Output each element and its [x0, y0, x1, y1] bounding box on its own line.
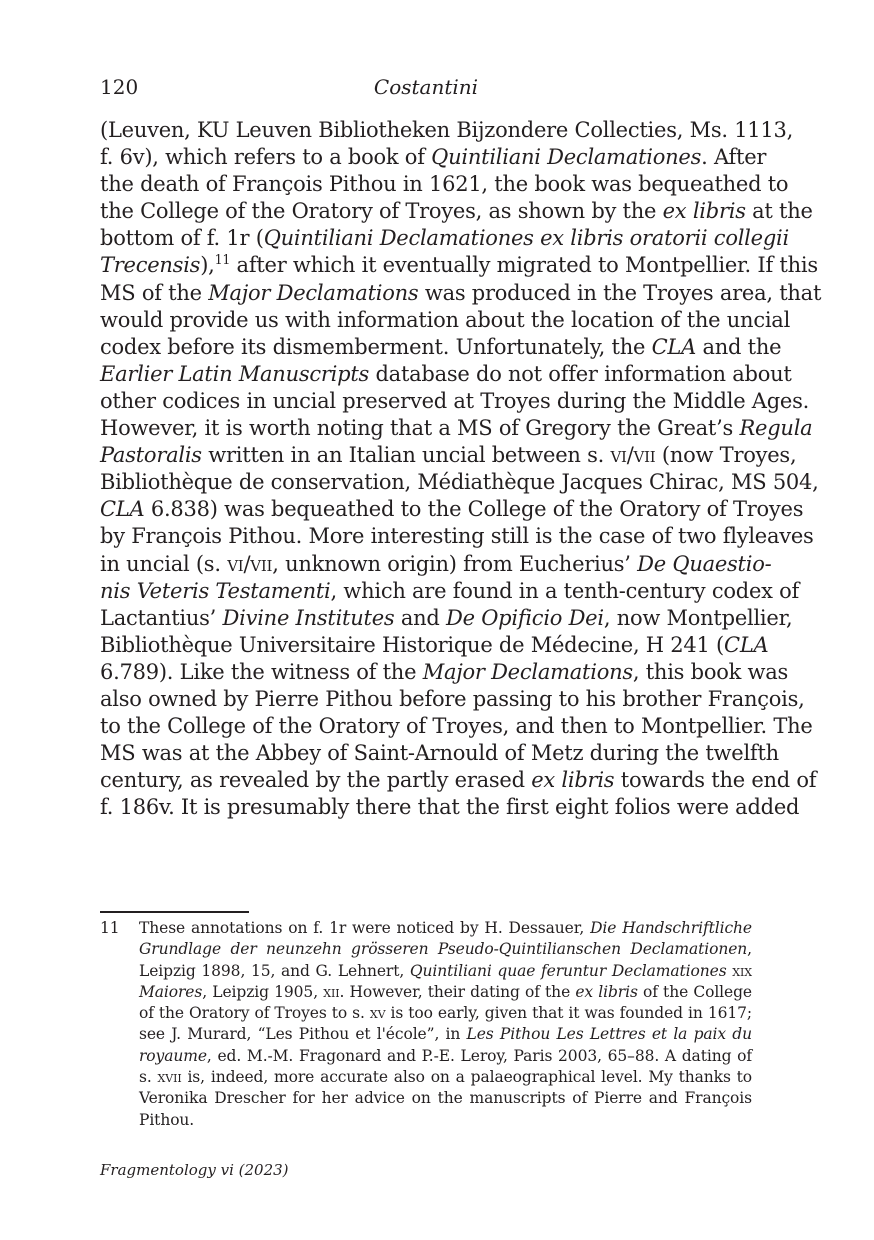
body-text-line: would provide us with information about the location of the uncial — [100, 307, 791, 332]
body-text-line: in uncial (s. vi/vii, unknown origin) from Eucherius’ De Quaestio- — [100, 551, 772, 576]
body-text-line: Bibliothèque de conservation, Médiathèque Jacques Chirac, MS 504, — [100, 470, 819, 495]
italic-text: Quintiliani quae feruntur Declamationes — [409, 961, 733, 980]
small-caps-text: xvii — [157, 1068, 182, 1087]
italic-text: Maiores — [139, 982, 203, 1001]
italic-text: Major Declamations — [422, 659, 633, 684]
body-text-line: CLA 6.838) was bequeathed to the College of the Oratory of Troyes — [100, 497, 804, 522]
body-text-line: bottom of f. 1r (Quintiliani Declamationes ex libris oratorii collegii — [100, 226, 789, 251]
footnote-text-line: royaume, ed. M.-M. Fragonard and P.-E. Leroy, Paris 2003, 65–88. A dating of — [139, 1046, 752, 1065]
italic-text: De Quaestio- — [637, 551, 772, 576]
italic-text: ex libris — [662, 199, 746, 224]
small-caps-text: vi/vii — [227, 551, 273, 576]
footnote-text-line: Grundlage der neunzehn grösseren Pseudo-Quintilianschen Declamationen, — [139, 940, 752, 959]
footnote-text-line: Maiores, Leipzig 1905, xii. However, their dating of the ex libris of the College — [139, 982, 753, 1001]
body-text-line: MS of the Major Declamations was produced in the Troyes area, that — [100, 280, 822, 305]
body-text-line: by François Pithou. More interesting still is the case of two flyleaves — [100, 524, 814, 549]
italic-text: Major Declamations — [208, 280, 419, 305]
italic-text: Quintiliani Declamationes ex libris oratorii collegii — [263, 226, 789, 251]
body-text-line: Lactantius’ Divine Institutes and De Opificio Dei, now Montpellier, — [100, 605, 793, 630]
footnote-text — [139, 918, 752, 1131]
body-text-line: f. 186v. It is presumably there that the first eight folios were added — [100, 795, 800, 820]
body-text-line: (Leuven, KU Leuven Bibliotheken Bijzondere Collecties, Ms. 1113, — [100, 118, 794, 142]
italic-text: Earlier Latin Manuscripts — [100, 361, 370, 386]
small-caps-text: xix — [732, 961, 752, 980]
footnote-number: 11 — [100, 919, 120, 937]
page-header — [100, 74, 752, 102]
italic-text: ex libris — [575, 982, 638, 1001]
italic-text: De Opificio Dei — [446, 605, 604, 630]
italic-text: ex libris — [531, 768, 615, 793]
body-text-line: However, it is worth noting that a MS of Gregory the Great’s Regula — [100, 416, 813, 441]
italic-text: Pastoralis — [100, 443, 202, 468]
small-caps-text: vi/vii — [610, 443, 656, 468]
italic-text: nis Veteris Testamenti — [100, 578, 331, 603]
body-text-line: 6.789). Like the witness of the Major Declamations, this book was — [100, 659, 789, 684]
body-text-line: the College of the Oratory of Troyes, as shown by the ex libris at the — [100, 199, 813, 224]
footnote-text-line: Veronika Drescher for her advice on the manuscripts of Pierre and François — [139, 1089, 752, 1108]
body-text-line: century, as revealed by the partly erased ex libris towards the end of — [100, 768, 817, 793]
main-text — [100, 117, 822, 821]
footnote-text-line: see J. Murard, “Les Pithou et l'école”, in Les Pithou Les Lettres et la paix du — [139, 1025, 752, 1044]
small-caps-text: xv — [369, 1004, 386, 1023]
italic-text: Regula — [739, 416, 813, 441]
journal-footer: Fragmentology vi (2023) — [100, 1161, 289, 1179]
body-text-line: MS was at the Abbey of Saint-Arnould of Metz during the twelfth — [100, 741, 779, 766]
footnote-text-line: of the Oratory of Troyes to s. xv is too early, given that it was founded in 1617; — [139, 1004, 752, 1023]
body-text-line: f. 6v), which refers to a book of Quintiliani Declamationes. After — [100, 145, 767, 170]
italic-text: Quintiliani Declamationes — [431, 145, 702, 170]
small-caps-text: xii — [323, 982, 340, 1001]
footnote-text-line: s. xvii is, indeed, more accurate also on a palaeographical level. My thanks to — [139, 1068, 752, 1087]
footnote-divider — [100, 911, 249, 913]
body-text-line: Earlier Latin Manuscripts database do not offer information about — [100, 361, 792, 386]
body-text-line: Pastoralis written in an Italian uncial between s. vi/vii (now Troyes, — [100, 443, 797, 468]
body-text-line: to the College of the Oratory of Troyes, and then to Montpellier. The — [100, 714, 813, 739]
footnote-text-line: Pithou. — [139, 1110, 195, 1129]
italic-text: CLA — [100, 497, 145, 522]
body-text-line: other codices in uncial preserved at Troyes during the Middle Ages. — [100, 388, 810, 413]
body-text-line: Bibliothèque Universitaire Historique de Médecine, H 241 (CLA — [100, 632, 769, 657]
italic-text: CLA — [651, 334, 697, 359]
italic-text: royaume — [139, 1046, 207, 1065]
body-text-line: also owned by Pierre Pithou before passing to his brother François, — [100, 686, 805, 711]
body-text-line: codex before its dismemberment. Unfortunately, the CLA and the — [100, 334, 782, 359]
running-head: Costantini — [373, 75, 479, 99]
footnote-text-line: Leipzig 1898, 15, and G. Lehnert, Quintiliani quae feruntur Declamationes xix — [139, 961, 752, 980]
italic-text: Les Pithou Les Lettres et la paix du — [466, 1025, 752, 1044]
body-text-line: the death of François Pithou in 1621, the book was bequeathed to — [100, 172, 789, 197]
italic-text: Die Handschriftliche — [590, 919, 752, 937]
body-text-line: nis Veteris Testamenti, which are found in a tenth-century codex of — [100, 578, 800, 603]
body-text-line: Trecensis),$^{11}$ after which it eventually migrated to Montpellier. If this — [100, 252, 818, 278]
italic-text: Trecensis — [100, 253, 201, 278]
footnote-text-line: These annotations on f. 1r were noticed by H. Dessauer, Die Handschriftliche — [139, 919, 752, 937]
page-number: 120 — [100, 75, 139, 99]
italic-text: Grundlage der neunzehn grösseren Pseudo-Quintilianschen Declamationen — [139, 940, 748, 959]
footnote-marker: 11 — [214, 252, 231, 268]
italic-text: CLA — [724, 632, 769, 657]
italic-text: Divine Institutes — [222, 605, 395, 630]
